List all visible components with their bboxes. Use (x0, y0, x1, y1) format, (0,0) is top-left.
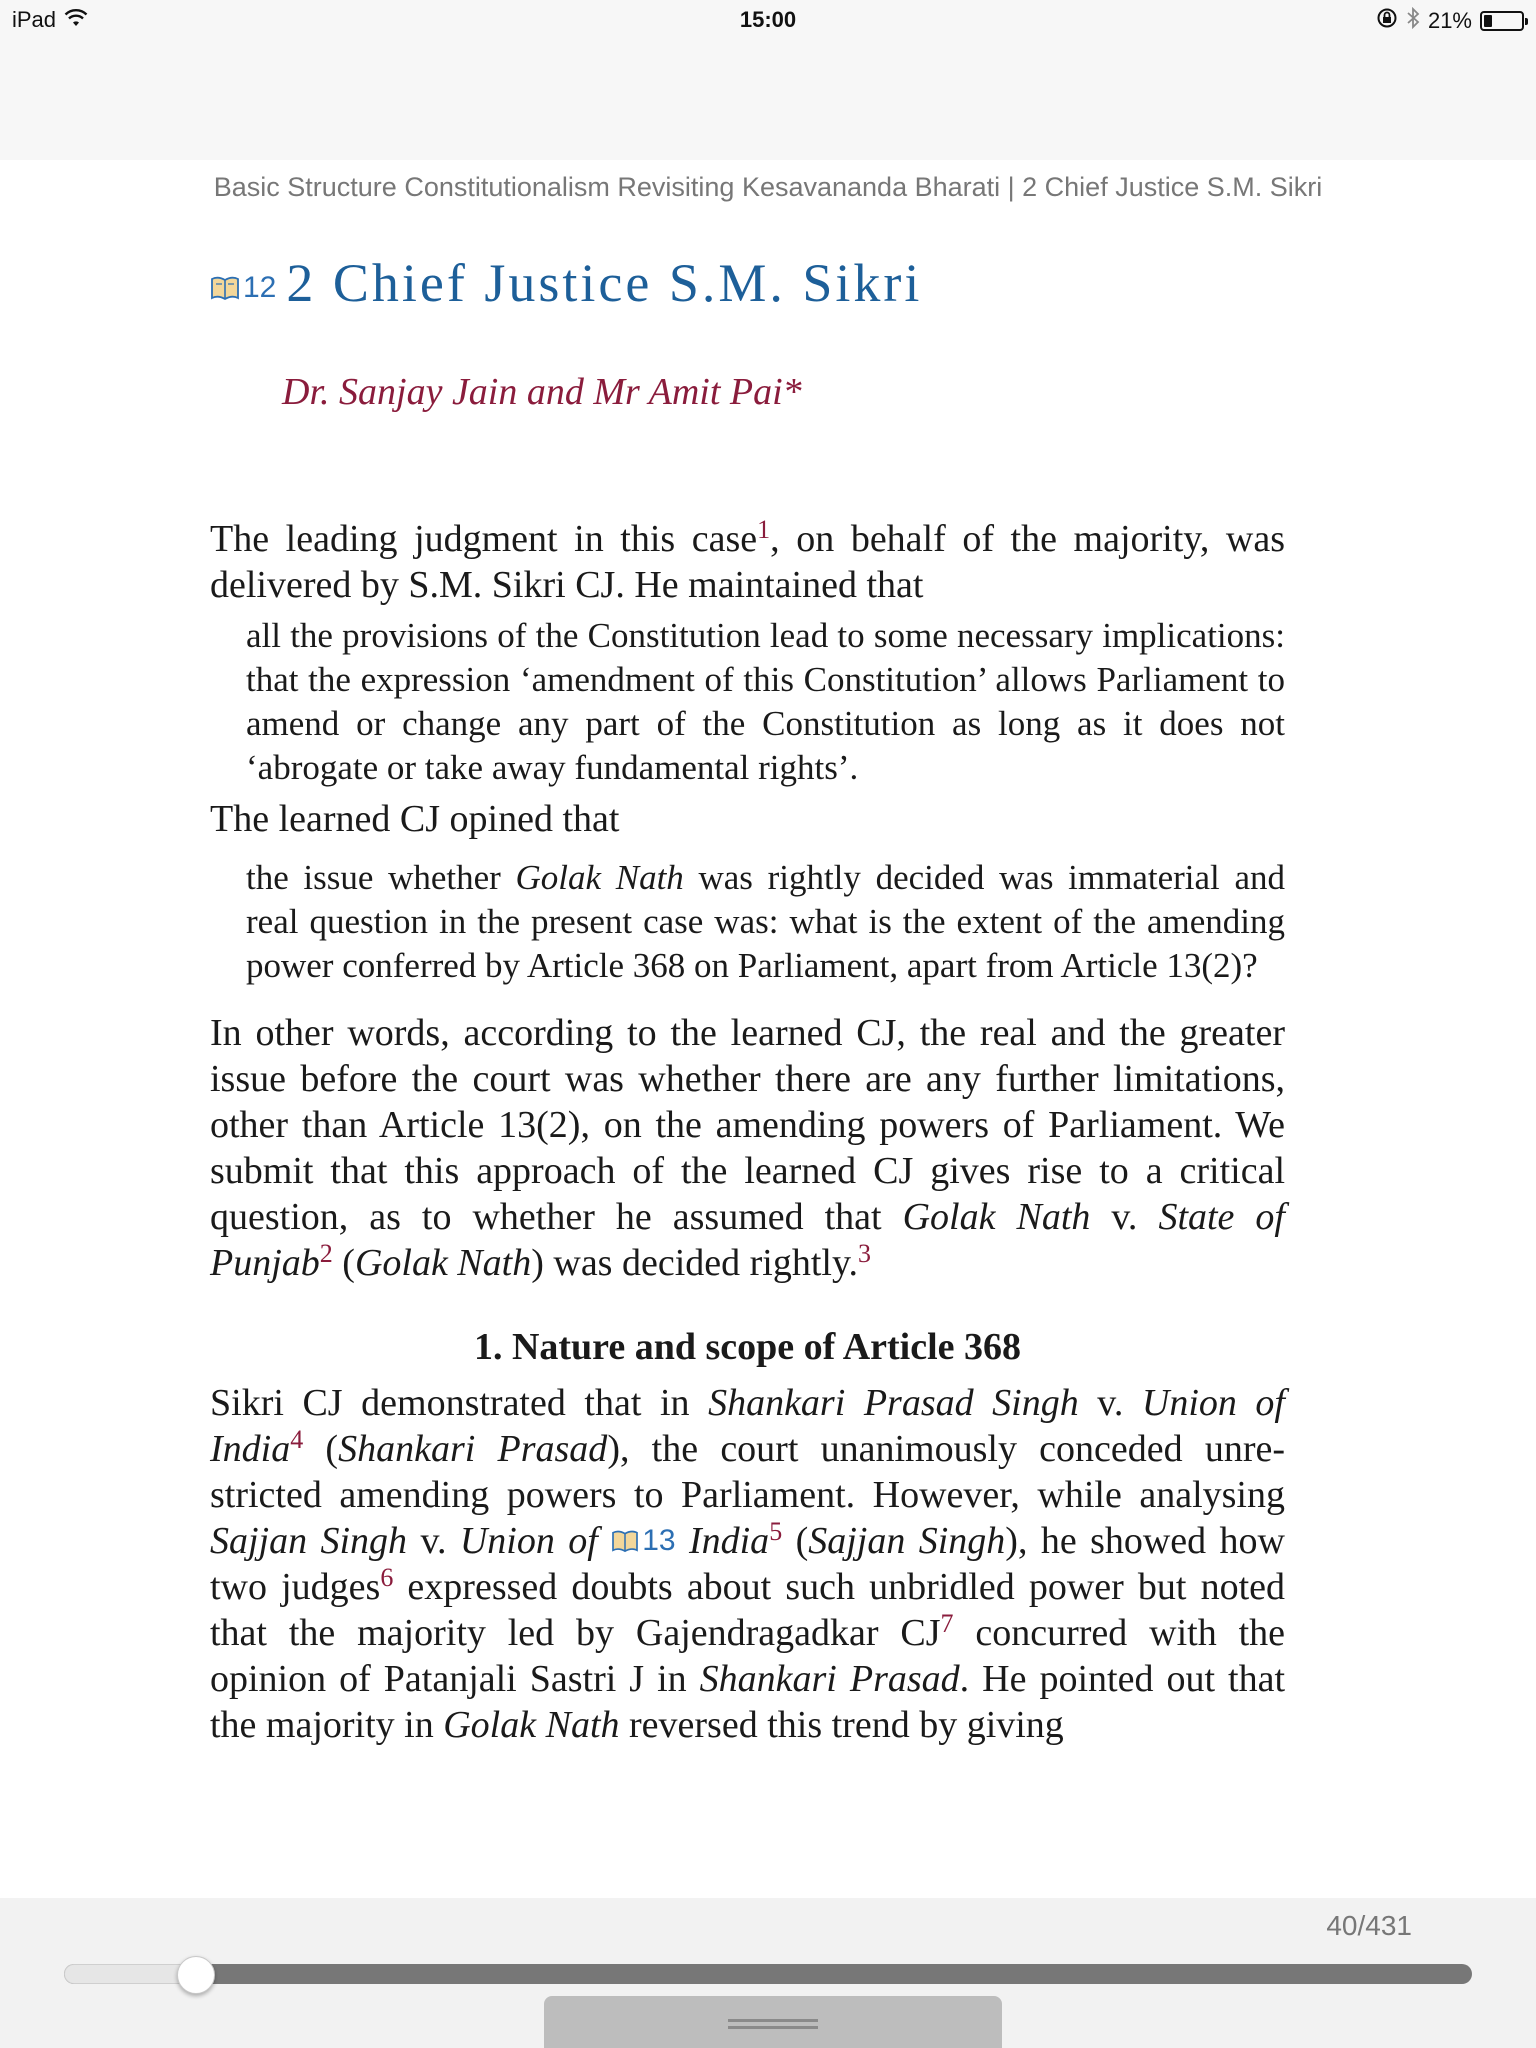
footnote-5[interactable]: 5 (769, 1517, 783, 1546)
book-icon (611, 1529, 639, 1553)
paragraph: The leading judgment in this case$^1$, on behalf of the majority, was delivered by S.M. Sikri CJ. He maintained that (210, 515, 1286, 606)
chapter-authors: Dr. Sanjay Jain and Mr Amit Pai* (282, 371, 802, 413)
page-reference-number: 13 (642, 1524, 676, 1557)
chapter-heading (210, 252, 922, 314)
battery-icon (1480, 11, 1524, 31)
drawer-handle[interactable] (544, 1996, 1002, 2048)
battery-percent: 21% (1427, 8, 1472, 33)
bluetooth-icon (1406, 7, 1420, 35)
footnote-6[interactable]: 6 (380, 1563, 394, 1592)
page-reference-link[interactable] (210, 271, 276, 305)
footnote-2[interactable]: 2 (319, 1239, 333, 1268)
slider-thumb[interactable] (177, 1956, 215, 1994)
page-count: 40/431 (1326, 1910, 1412, 1941)
footnote-7[interactable]: 7 (940, 1609, 954, 1638)
paragraph: Sikri CJ demonstrated that in Shankari Prasad Singh v. Union of India$^4$ (Shankari Prasad), the court unanimously conceded unrestricted amending powers to Parliament. However, while analysing Sajjan Singh v. Union of 13 India$^5$ (Sajjan Singh), he showed how two judges$^6$ expressed doubts about such unbridled power but noted that the majority led by Gajendragadkar CJ$^7$ concurred with the opinion of Patanjali Sastri J in Shankari Prasad. He pointed out that the majority in Golak Nath reversed this trend by giving (210, 1382, 1286, 1746)
chapter-title: 2 Chief Justice S.M. Sikri (286, 253, 923, 313)
footnote-3[interactable]: 3 (858, 1239, 871, 1268)
page-reference-number: 12 (243, 271, 277, 304)
book-icon (210, 275, 240, 301)
grip-line (728, 2019, 818, 2022)
chapter-body (210, 516, 1285, 1748)
grip-line (728, 2026, 818, 2029)
status-bar (0, 0, 1536, 40)
block-quote: the issue whether Golak Nath was rightly decided was immaterial and real question in the present case was: what is the extent of the amending power conferred by Article 368 on Parliament, apart from Article 13(2)? (246, 858, 1285, 985)
battery-level (1484, 15, 1492, 27)
running-header: Basic Structure Constitutionalism Revisiting Kesavananda Bharati | 2 Chief Justice S.M. Sikri (213, 172, 1323, 202)
paragraph: The learned CJ opined that (210, 798, 620, 840)
block-quote: all the provisions of the Constitution lead to some necessary implications: that the expression ‘amendment of this Constitution’ allows Parliament to amend or change any part of the Constitution as long as it does not ‘abrogate or take away fundamental rights’. (246, 616, 1285, 787)
progress-fill (64, 1964, 195, 1984)
clock: 15:00 (739, 7, 797, 32)
device-name: iPad (12, 7, 57, 32)
footnote-4[interactable]: 4 (290, 1425, 304, 1454)
reader-toolbar[interactable] (0, 40, 1536, 160)
rotation-lock-icon (1376, 7, 1398, 35)
page-progress-slider[interactable] (64, 1964, 1472, 1984)
paragraph: In other words, according to the learned CJ, the real and the greater issue before the court was whether there are any further limitations, other than Article 13(2), on the amending powers of Parliament. We submit that this approach of the learned CJ gives rise to a critical question, as to whether he assumed that Golak Nath v. State of Punjab$^2$ (Golak Nath) was decided rightly.$^3$ (210, 1012, 1285, 1284)
section-heading: 1. Nature and scope of Article 368 (473, 1326, 1022, 1368)
footnote-1[interactable]: 1 (757, 515, 771, 544)
page-reference-link[interactable] (611, 1518, 675, 1564)
